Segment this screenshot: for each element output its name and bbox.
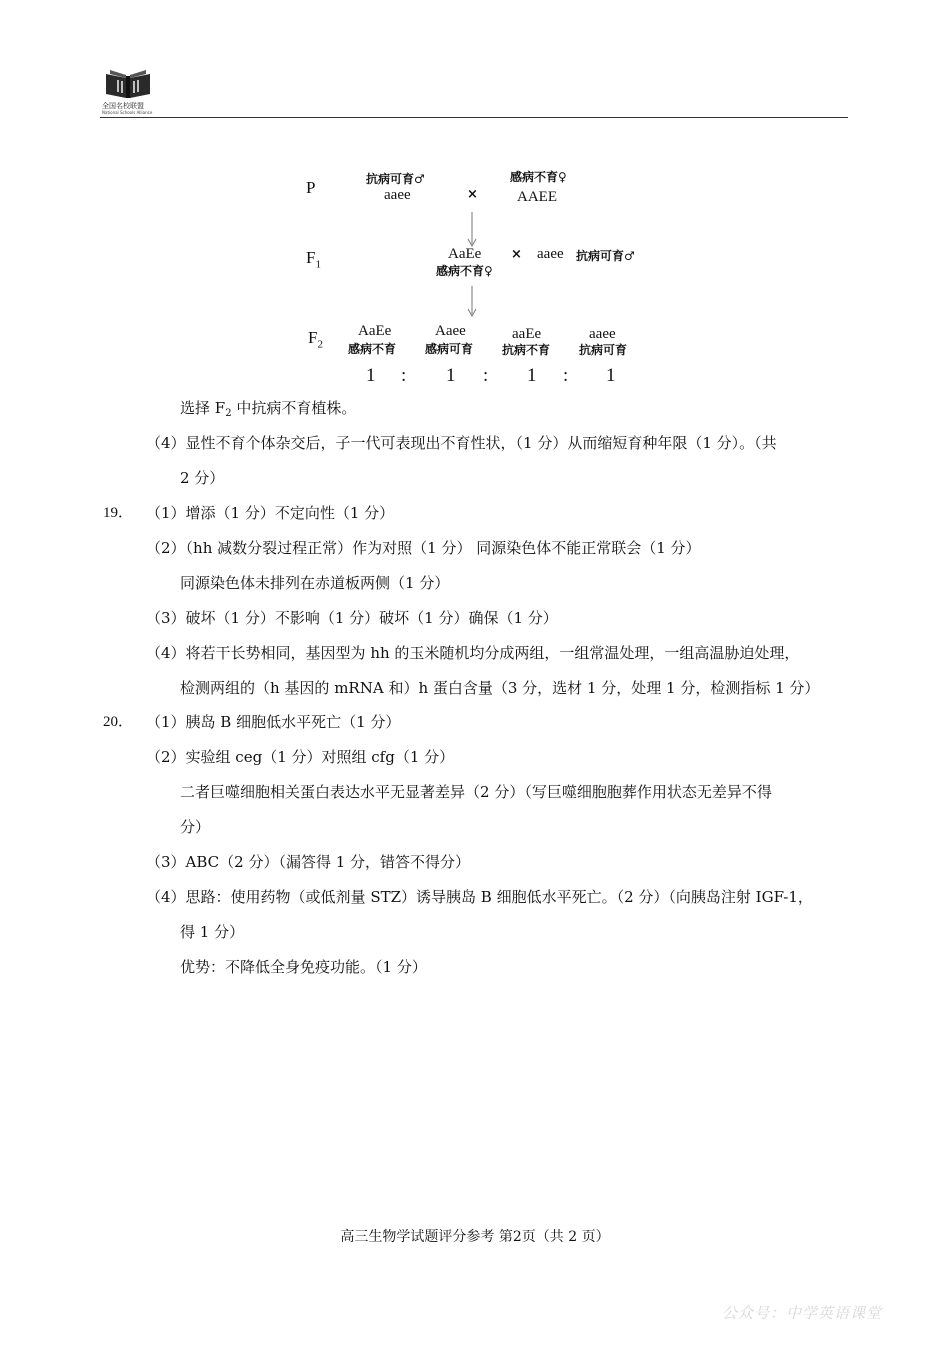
- offspring-3-phenotype: 抗病不育: [502, 343, 551, 357]
- answer-19-2-line1: （2）（hh 减数分裂过程正常）作为对照（1 分） 同源染色体不能正常联会（1 分）: [146, 539, 701, 557]
- parent-male-genotype: aaee: [384, 187, 411, 203]
- header-divider: [100, 117, 848, 118]
- answer-18-4-line1: （4）显性不育个体杂交后，子一代可表现出不育性状，（1 分）从而缩短育种年限（1 分）。（共: [146, 434, 777, 452]
- ratio-colon: :: [401, 365, 407, 386]
- school-alliance-logo: [102, 66, 158, 118]
- answer-select-line: 选择 $F_2$ 中抗病不育植株。: [180, 399, 357, 419]
- answer-19-2-line2: 同源染色体未排列在赤道板两侧（1 分）: [180, 574, 450, 592]
- answer-20-3: （3）ABC（2 分）（漏答得 1 分，错答不得分）: [146, 853, 471, 871]
- ratio-value: 1: [446, 365, 456, 386]
- offspring-2-phenotype: 感病可育: [425, 342, 474, 356]
- question-20-number: 20．: [103, 714, 134, 730]
- logo-text: 全国名校联盟: [102, 102, 144, 110]
- genetic-cross-diagram: [290, 158, 670, 388]
- answer-20-2-line2: 二者巨噬细胞相关蛋白表达水平无显著差异（2 分）（写巨噬细胞胞葬作用状态无差异不得: [180, 783, 772, 801]
- f2-label: $F_2$: [308, 328, 323, 351]
- f1-genotype: AaEe: [448, 246, 482, 262]
- offspring-4-phenotype: 抗病可育: [579, 343, 628, 357]
- question-19-number: 19．: [103, 505, 134, 521]
- offspring-2-genotype: Aaee: [435, 323, 466, 339]
- ratio-value: 1: [527, 365, 537, 386]
- p-label: P: [306, 178, 316, 197]
- offspring-4-genotype: aaee: [589, 326, 616, 342]
- parent-female-genotype: AAEE: [517, 189, 557, 205]
- ratio-colon: :: [563, 365, 569, 386]
- logo-subtext: National Schools Alliance: [102, 110, 153, 115]
- offspring-1-phenotype: 感病不育: [348, 342, 397, 356]
- ratio-value: 1: [606, 365, 616, 386]
- answer-20-4-line3: 优势：不降低全身免疫功能。（1 分）: [180, 958, 427, 976]
- arrow-down-icon: [466, 284, 478, 320]
- cross-symbol-2: ×: [511, 247, 522, 262]
- page-footer: 高三生物学试题评分参考 第2页（共 2 页）: [340, 1229, 610, 1245]
- parent-female-phenotype: 感病不育♀: [510, 170, 567, 184]
- cross-symbol: ×: [467, 187, 478, 202]
- arrow-down-icon: [466, 210, 478, 250]
- page-header: [100, 62, 848, 118]
- ratio-value: 1: [366, 365, 376, 386]
- f1-label: $F_1$: [306, 248, 321, 271]
- answer-19-1: （1）增添（1 分）不定向性（1 分）: [146, 504, 395, 522]
- f1-phenotype: 感病不育♀: [436, 264, 493, 278]
- book-logo-icon: [102, 66, 154, 102]
- parent-male-phenotype: 抗病可育♂: [366, 172, 425, 186]
- answer-18-4-line2: 2 分）: [180, 469, 225, 487]
- answer-19-3: （3）破坏（1 分）不影响（1 分）破坏（1 分）确保（1 分）: [146, 609, 558, 627]
- offspring-1-genotype: AaEe: [358, 323, 392, 339]
- answer-20-2-line3: 分）: [180, 818, 211, 836]
- testcross-phenotype: 抗病可育♂: [576, 249, 635, 263]
- answer-19-4-line1: （4）将若干长势相同，基因型为 hh 的玉米随机均分成两组，一组常温处理，一组高温胁迫处理，: [146, 644, 800, 662]
- answer-20-4-line1: （4）思路：使用药物（或低剂量 STZ）诱导胰岛 B 细胞低水平死亡。（2 分）（向胰岛注射 IGF-1，: [146, 888, 813, 906]
- answer-20-2-line1: （2）实验组 ceg（1 分）对照组 cfg（1 分）: [146, 748, 455, 766]
- ratio-colon: :: [483, 365, 489, 386]
- offspring-3-genotype: aaEe: [512, 326, 542, 342]
- answer-20-1: （1）胰岛 B 细胞低水平死亡（1 分）: [146, 713, 401, 731]
- watermark: 公众号：中学英语课堂: [721, 1304, 882, 1322]
- answer-19-4-line2: 检测两组的（h 基因的 mRNA 和）h 蛋白含量（3 分，选材 1 分，处理 1 分，检测指标 1 分）: [180, 679, 820, 697]
- testcross-genotype: aaee: [537, 246, 564, 262]
- answer-20-4-line2: 得 1 分）: [180, 923, 245, 941]
